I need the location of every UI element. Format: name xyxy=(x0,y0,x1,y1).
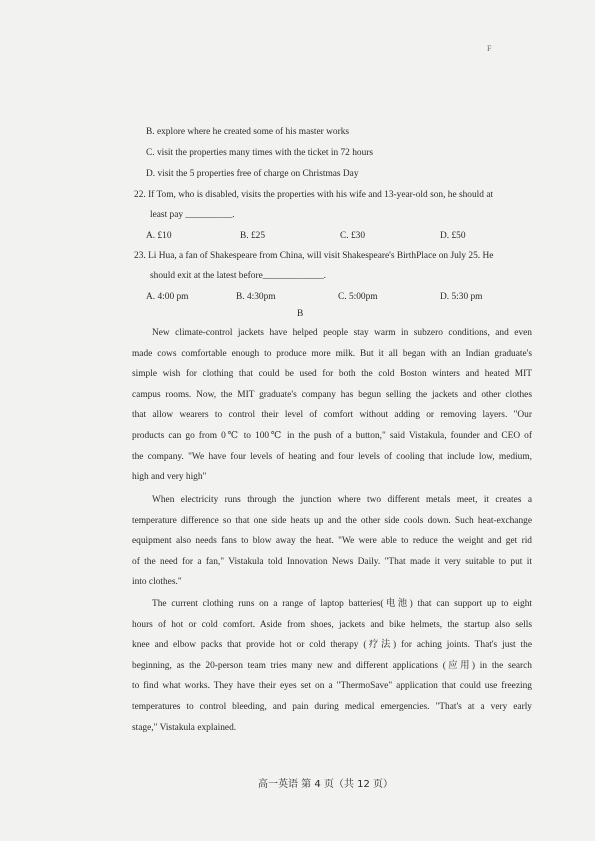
q22-stem-line2: least pay __________. xyxy=(150,210,235,220)
passage-line: into clothes." xyxy=(132,577,182,588)
passage-line: of the need for a fan," Vistakula told Innovation News Daily. "That made it very suitable to put it xyxy=(132,556,532,567)
passage-line: temperature difference so that one side heats up and the other side cools down. Such heat-exchange xyxy=(132,515,532,526)
passage-paragraph-3 xyxy=(132,594,532,738)
passage-line: equipment also needs fans to blow away the heat. "We were able to reduce the weight and get rid xyxy=(132,536,532,547)
passage-line: New climate-control jackets have helped people stay warm in subzero conditions, and even xyxy=(152,328,532,338)
passage-line: beginning, as the 20-person team tries many new and different applications (应用) in the search xyxy=(132,660,532,671)
passage-line: temperatures to control bleeding, and pain during medical emergencies. "That's at a very early xyxy=(132,701,532,712)
q23-option-b: B. 4:30pm xyxy=(236,292,276,302)
passage-line: to find what works. They have their eyes set on a "ThermoSave" application that could use freezing xyxy=(132,681,532,692)
q23-stem-line1: 23. Li Hua, a fan of Shakespeare from China, will visit Shakespeare's BirthPlace on July 25. He xyxy=(134,251,494,261)
q23-options xyxy=(0,291,595,303)
passage-paragraph-1 xyxy=(132,323,532,488)
passage-line: products can go from 0℃ to 100℃ in the push of a button," said Vistakula, founder and CEO of xyxy=(132,430,532,441)
page-footer: 高一英语 第 4 页（共 12 页） xyxy=(258,779,393,790)
passage-line: When electricity runs through the junction where two different metals meet, it creates a xyxy=(152,495,532,505)
q21-option-b: B. explore where he created some of his master works xyxy=(146,127,350,137)
q22-option-c: C. £30 xyxy=(340,231,366,241)
q22-option-a: A. £10 xyxy=(146,231,172,241)
q23-option-c: C. 5:00pm xyxy=(338,292,378,302)
q23-stem-line2: should exit at the latest before_____________. xyxy=(150,271,327,281)
passage-line: knee and elbow packs that provide hot or cold therapy (疗法) for aching joints. That's just the xyxy=(132,640,532,651)
passage-line: that allow wearers to control their level of comfort without adding or removing layers. "Our xyxy=(132,410,532,421)
q22-stem-line1: 22. If Tom, who is disabled, visits the properties with his wife and 13-year-old son, he should at xyxy=(134,190,494,200)
passage-line: The current clothing runs on a range of laptop batteries(电池) that can support up to eight xyxy=(152,599,532,609)
passage-line: made cows comfortable enough to produce more milk. But it all began with an Indian graduate's xyxy=(132,348,532,359)
passage-line: simple wish for clothing that could be used for both the cold Boston winters and heated MIT xyxy=(132,369,532,380)
q21-option-c: C. visit the properties many times with the ticket in 72 hours xyxy=(146,148,374,158)
passage-line: hours of hot or cold comfort. Aside from shoes, jackets and bike helmets, the startup also sells xyxy=(132,619,532,630)
q22-option-d: D. £50 xyxy=(440,231,466,241)
passage-line: campus rooms. Now, the MIT graduate's company has begun selling the jackets and other clothes xyxy=(132,389,532,400)
passage-line: stage," Vistakula explained. xyxy=(132,722,237,733)
q22-option-b: B. £25 xyxy=(240,231,266,241)
passage-line: the company. "We have four levels of heating and four levels of cooling that include low, medium, xyxy=(132,451,532,462)
passage-line: high and very high" xyxy=(132,472,207,483)
q23-option-d: D. 5:30 pm xyxy=(440,292,483,302)
passage-paragraph-2 xyxy=(132,490,532,593)
q23-option-a: A. 4:00 pm xyxy=(146,292,189,302)
corner-mark: F xyxy=(487,44,492,53)
section-letter: B xyxy=(297,309,304,319)
q21-option-d: D. visit the 5 properties free of charge on Christmas Day xyxy=(146,169,359,179)
q22-options xyxy=(0,230,595,242)
